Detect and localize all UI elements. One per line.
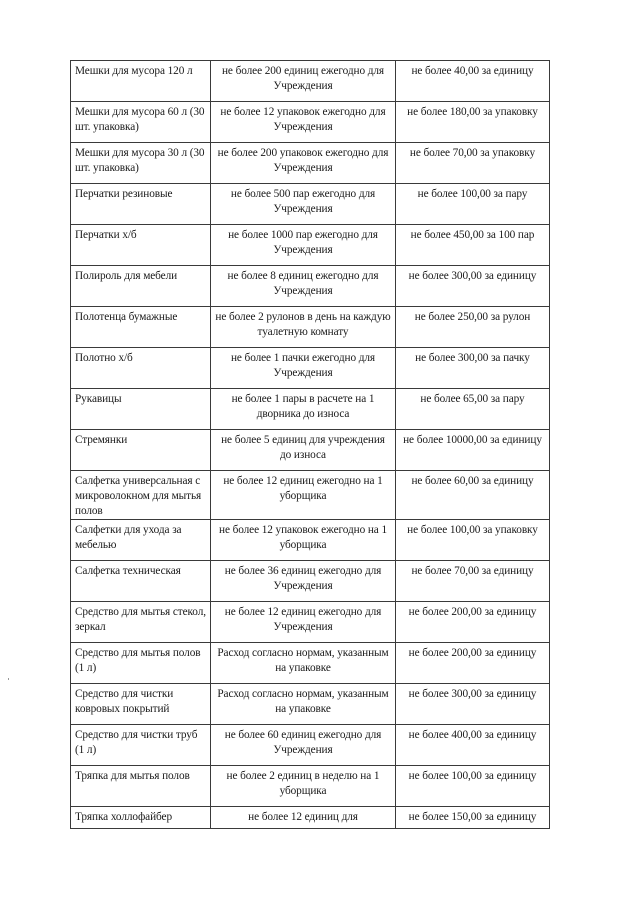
table-row — [71, 348, 550, 389]
item-name-cell: Стремянки — [71, 430, 211, 471]
item-name-cell: Салфетка техническая — [71, 561, 211, 602]
item-name-cell: Средство для чистки ковровых покрытий — [71, 684, 211, 725]
norm-cell: не более 36 единиц ежегодно для Учреждения — [211, 561, 396, 602]
price-cell: не более 300,00 за единицу — [396, 266, 550, 307]
price-cell: не более 200,00 за единицу — [396, 643, 550, 684]
item-name-cell: Мешки для мусора 120 л — [71, 61, 211, 102]
norm-cell: не более 12 единиц ежегодно для Учреждения — [211, 602, 396, 643]
table-row — [71, 102, 550, 143]
item-name-cell: Перчатки резиновые — [71, 184, 211, 225]
table-row — [71, 725, 550, 766]
table-row — [71, 389, 550, 430]
item-name-cell: Салфетки для ухода за мебелью — [71, 520, 211, 561]
norm-cell: не более 1 пачки ежегодно для Учреждения — [211, 348, 396, 389]
price-cell: не более 65,00 за пару — [396, 389, 550, 430]
norm-cell: не более 12 упаковок ежегодно на 1 уборщика — [211, 520, 396, 561]
price-cell: не более 60,00 за единицу — [396, 471, 550, 520]
price-cell: не более 300,00 за единицу — [396, 684, 550, 725]
table-row — [71, 807, 550, 829]
table-row — [71, 430, 550, 471]
item-name-cell: Рукавицы — [71, 389, 211, 430]
price-cell: не более 300,00 за пачку — [396, 348, 550, 389]
item-name-cell: Средство для мытья полов (1 л) — [71, 643, 211, 684]
item-name-cell: Полироль для мебели — [71, 266, 211, 307]
price-cell: не более 250,00 за рулон — [396, 307, 550, 348]
item-name-cell: Тряпка для мытья полов — [71, 766, 211, 807]
table-row — [71, 307, 550, 348]
norm-cell: не более 12 единиц для — [211, 807, 396, 829]
table-row — [71, 602, 550, 643]
norm-cell: не более 2 рулонов в день на каждую туалетную комнату — [211, 307, 396, 348]
norm-cell: не более 60 единиц ежегодно для Учреждения — [211, 725, 396, 766]
price-cell: не более 150,00 за единицу — [396, 807, 550, 829]
price-cell: не более 180,00 за упаковку — [396, 102, 550, 143]
item-name-cell: Полотенца бумажные — [71, 307, 211, 348]
table-row — [71, 266, 550, 307]
norm-cell: не более 1 пары в расчете на 1 дворника до износа — [211, 389, 396, 430]
norm-cell: не более 8 единиц ежегодно для Учреждения — [211, 266, 396, 307]
norm-cell: не более 500 пар ежегодно для Учреждения — [211, 184, 396, 225]
price-cell: не более 400,00 за единицу — [396, 725, 550, 766]
item-name-cell: Средство для чистки труб (1 л) — [71, 725, 211, 766]
item-name-cell: Перчатки х/б — [71, 225, 211, 266]
norm-cell: не более 12 упаковок ежегодно для Учреждения — [211, 102, 396, 143]
norm-cell: не более 200 упаковок ежегодно для Учреждения — [211, 143, 396, 184]
supplies-table — [70, 60, 550, 829]
norm-cell: Расход согласно нормам, указанным на упаковке — [211, 684, 396, 725]
table-row — [71, 520, 550, 561]
price-cell: не более 100,00 за пару — [396, 184, 550, 225]
norm-cell: не более 5 единиц для учреждения до износа — [211, 430, 396, 471]
table-row — [71, 766, 550, 807]
document-page — [70, 60, 542, 829]
price-cell: не более 10000,00 за единицу — [396, 430, 550, 471]
table-row — [71, 61, 550, 102]
table-body — [71, 61, 550, 829]
norm-cell: не более 12 единиц ежегодно на 1 уборщика — [211, 471, 396, 520]
price-cell: не более 200,00 за единицу — [396, 602, 550, 643]
norm-cell: Расход согласно нормам, указанным на упаковке — [211, 643, 396, 684]
price-cell: не более 70,00 за упаковку — [396, 143, 550, 184]
scan-speck — [8, 678, 9, 680]
price-cell: не более 450,00 за 100 пар — [396, 225, 550, 266]
item-name-cell: Салфетка универсальная с микроволокном для мытья полов — [71, 471, 211, 520]
item-name-cell: Мешки для мусора 60 л (30 шт. упаковка) — [71, 102, 211, 143]
table-row — [71, 684, 550, 725]
table-row — [71, 471, 550, 520]
item-name-cell: Полотно х/б — [71, 348, 211, 389]
item-name-cell: Мешки для мусора 30 л (30 шт. упаковка) — [71, 143, 211, 184]
table-row — [71, 561, 550, 602]
norm-cell: не более 200 единиц ежегодно для Учреждения — [211, 61, 396, 102]
item-name-cell: Тряпка холлофайбер — [71, 807, 211, 829]
norm-cell: не более 2 единиц в неделю на 1 уборщика — [211, 766, 396, 807]
price-cell: не более 100,00 за упаковку — [396, 520, 550, 561]
table-row — [71, 225, 550, 266]
price-cell: не более 70,00 за единицу — [396, 561, 550, 602]
table-row — [71, 143, 550, 184]
table-row — [71, 184, 550, 225]
item-name-cell: Средство для мытья стекол, зеркал — [71, 602, 211, 643]
price-cell: не более 40,00 за единицу — [396, 61, 550, 102]
price-cell: не более 100,00 за единицу — [396, 766, 550, 807]
norm-cell: не более 1000 пар ежегодно для Учреждения — [211, 225, 396, 266]
table-row — [71, 643, 550, 684]
